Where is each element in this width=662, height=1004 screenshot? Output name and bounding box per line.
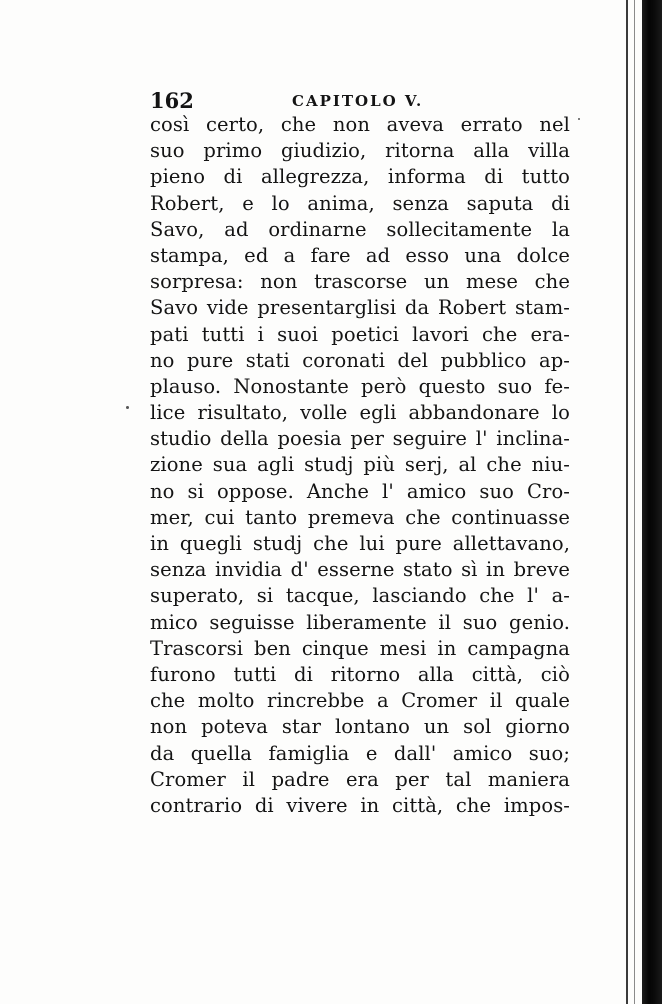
text-line: Cromer il padre era per tal maniera <box>150 767 570 791</box>
text-line: stampa, ed a fare ad esso una dolce <box>150 243 570 267</box>
text-line: Trascorsi ben cinque mesi in campagna <box>150 636 570 660</box>
ink-speck <box>578 118 580 120</box>
ink-speck <box>126 406 129 409</box>
page-edge-line <box>634 0 635 1004</box>
text-line: in quegli studj che lui pure allettavano, <box>150 532 570 555</box>
text-line: senza invidia d' esserne stato sì in breve <box>150 558 570 582</box>
text-line: studio della poesia per seguire l' inclina- <box>150 427 570 451</box>
text-line: pieno di allegrezza, informa di tutto <box>150 165 570 189</box>
text-line: Savo, ad ordinarne sollecitamente la <box>150 217 570 241</box>
text-line: plauso. Nonostante però questo suo fe- <box>150 374 570 398</box>
text-line: da quella famiglia e dall' amico suo; <box>150 741 570 765</box>
text-line: pati tutti i suoi poetici lavori che era- <box>150 322 570 346</box>
text-line: che molto rincrebbe a Cromer il quale <box>150 689 570 713</box>
text-line: lice risultato, volle egli abbandonare lo <box>150 401 570 425</box>
text-line: contrario di vivere in città, che impos- <box>150 793 570 817</box>
text-line: furono tutti di ritorno alla città, ciò <box>150 662 570 686</box>
text-line: mico seguisse liberamente il suo genio. <box>150 610 570 634</box>
chapter-heading: CAPITOLO V. <box>292 92 424 110</box>
text-line: non poteva star lontano un sol giorno <box>150 715 570 739</box>
text-line: così certo, che non aveva errato nel <box>150 113 570 136</box>
binding-shadow <box>642 0 662 1004</box>
text-line: Robert, e lo anima, senza saputa di <box>150 191 570 215</box>
text-line: superato, si tacque, lasciando che l' a- <box>150 584 570 608</box>
text-line: no pure stati coronati del pubblico ap- <box>150 348 570 372</box>
page-edge-line <box>626 0 628 1004</box>
text-line: Savo vide presentarglisi da Robert stam- <box>150 296 570 320</box>
text-line: suo primo giudizio, ritorna alla villa <box>150 139 570 163</box>
text-line: mer, cui tanto premeva che continuasse <box>150 505 570 529</box>
text-line: zione sua agli studj più serj, al che niu- <box>150 453 570 477</box>
text-line: sorpresa: non trascorse un mese che <box>150 270 570 294</box>
text-line: no si oppose. Anche l' amico suo Cro- <box>150 479 570 503</box>
body-text <box>150 112 570 819</box>
page-number: 162 <box>150 88 194 113</box>
